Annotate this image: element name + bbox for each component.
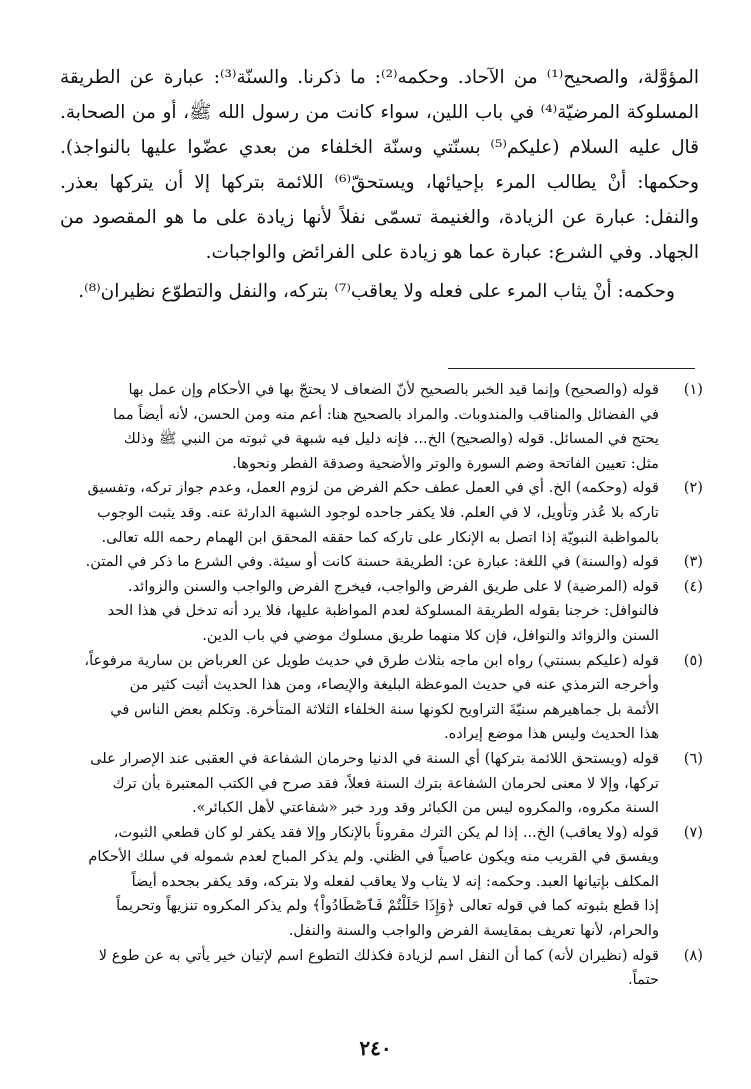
footnote-line: قوله (والسنة) في اللغة: عبارة عن: الطريقة حسنة كانت أو سيئة. وفي الشرع ما ذكر في المتن. <box>85 553 659 571</box>
footnote-body <box>60 476 659 550</box>
footnote-5 <box>60 649 703 747</box>
footnote-line: المكلف بإتيانها العبد. وحكمه: إنه لا يثاب ولا يعاقب لفعله ولا بتركه، وقد يكفر بجحده أيضاً <box>131 872 659 890</box>
footnote-number: (٥) <box>683 651 703 669</box>
footnote-line: وأخرجه الترمذي عنه في حديث الموعظة البليغة والإيصاء، ومن هذا الحديث أثبت كثير من <box>129 676 659 694</box>
footnote-number: (٣) <box>683 553 703 571</box>
footnote-body <box>60 575 659 649</box>
footnote-body <box>60 944 659 993</box>
footnote-1 <box>60 378 703 476</box>
footnote-line: قوله (ويستحق اللائمة بتركها) أي السنة في الدنيا وحرمان الشفاعة في العقبى عند الإصرار على <box>90 749 659 767</box>
footnote-line: تركها، وإلا لا معنى لحرمان الشفاعة بترك السنة فعلاً، فقد صرح في الكتب المعتبرة بأن ترك <box>112 774 659 792</box>
main-text <box>60 60 699 309</box>
footnote-line: إذا قطع بثبوته كما في قوله تعالى ﴿وَإِذَا حَلَلْتُمْ فَٱصْطَادُواْ﴾ ولم يذكر المكروه تنزيهاً وتحريماً <box>116 897 659 915</box>
footnote-body <box>60 378 659 476</box>
footnote-line: قوله (نظيران لأنه) كما أن النفل اسم لزيادة فكذلك التطوع اسم لإتيان خير يأتي به عن طوع لا <box>98 946 659 964</box>
footnote-3 <box>60 550 703 575</box>
footnote-line: تاركه بلا عُذر وتأويل، لا في العلم. فلا يكفر جاحده لوجود الشبهة الدارئة عنه. وقد يثبت الوجوب <box>97 503 659 521</box>
footnote-7 <box>60 821 703 944</box>
footnote-body <box>60 821 659 944</box>
footnote-6 <box>60 747 703 821</box>
main-paragraph-1: المؤوَّلة، والصحيح⁽¹⁾ من الآحاد. وحكمه⁽²⁾: ما ذكرنا. والسنّة⁽³⁾: عبارة عن الطريقة المسلوكة المرضيّة⁽⁴⁾ في باب اللين، سواء كانت من رسول الله ﷺ، أو من الصحابة. قال عليه السلام (عليكم⁽⁵⁾ بسنّتي وسنّة الخلفاء من بعدي عضّوا عليها بالنواجذ). وحكمها: أنْ يطالب المرء بإحيائها، ويستحقّ⁽⁶⁾ اللائمة بتركها إلا أن يتركها بعذر. والنفل: عبارة عن الزيادة، والغنيمة تسمّى نفلاً لأنها زيادة على ما هو المقصود من الجهاد. وفي الشرع: عبارة عما هو زيادة على الفرائض والواجبات. <box>60 67 699 263</box>
footnote-line: قوله (والصحيح) وإنما قيد الخبر بالصحيح لأنّ الضعاف لا يحتجّ بها في الأحكام وإن عمل بها <box>128 381 659 398</box>
footnote-number: (٦) <box>683 749 703 767</box>
main-paragraph-2: وحكمه: أنْ يثاب المرء على فعله ولا يعاقب⁽⁷⁾ بتركه، والنفل والتطوّع نظيران⁽⁸⁾. <box>78 281 675 302</box>
footnotes <box>60 378 703 993</box>
footnote-line: السنن والزوائد والنوافل، فإن كلا منهما طريق مسلوك موضي في باب الدين. <box>202 626 659 644</box>
footnote-number: (٧) <box>683 823 703 841</box>
footnote-line: والحرام، لأنها تعريف بمقايسة الفرض والواجب والسنة والنفل. <box>288 922 659 940</box>
footnote-line: قوله (وحكمه) الخ. أي في العمل عطف حكم الفرض من لزوم العمل، وعدم جواز تركه، وتفسيق <box>87 479 659 497</box>
footnote-number: (٤) <box>683 577 703 595</box>
footnote-body <box>60 649 659 747</box>
footnote-body <box>60 747 659 821</box>
footnote-line: فالنوافل: خرجنا بقوله الطريقة المسلوكة لعدم المواظبة عليها، فلا يرد أنه تدخل في هذا الحد <box>107 602 659 620</box>
footnote-line: قوله (المرضية) لا على طريق الفرض والواجب، فيخرج الفرض والواجب والسنن والزوائد. <box>127 577 659 595</box>
footnote-line: في الفضائل والمناقب والمندوبات. والمراد بالصحيح هنا: أعم منه ومن الحسن، لأنه أيضاً مما <box>113 405 659 423</box>
footnote-line: الأئمة بل جماهيرهم سنيّةَ التراويح لكونها سنة الخلفاء الثلاثة المتأخرة. وتكلم بعض الناس في <box>110 700 659 718</box>
footnote-2 <box>60 476 703 550</box>
footnote-line: قوله (ولا يعاقب) الخ... إذا لم يكن الترك مقروناً بالإنكار وإلا فقد يكفر لو كان قطعي الثبوت، <box>113 823 659 841</box>
footnote-separator <box>448 368 695 369</box>
footnote-line: يحتج في المسائل. قوله (والصحيح) الخ... فإنه دليل فيه شبهة في ثبوته من النبي ﷺ وذلك <box>123 430 659 448</box>
footnote-body <box>60 550 659 575</box>
footnote-number: (٨) <box>683 946 703 964</box>
footnote-line: ويفسق في القريب منه ويكون عاصياً في الظني. ولم يذكر المباح لعدم شموله في سلك الأحكام <box>88 848 659 866</box>
footnote-line: قوله (عليكم بسنتي) رواه ابن ماجه بثلاث طرق في حديث طويل عن العرباض بن سارية مرفوعاً، <box>84 651 659 669</box>
footnote-8 <box>60 944 703 993</box>
footnote-line: مثل: تعيين الفاتحة وضم السورة والوتر والأضحية وصدقة الفطر ونحوها. <box>232 454 659 472</box>
footnote-4 <box>60 575 703 649</box>
footnote-line: بالمواظبة النبويّة إذا اتصل به الإنكار على تاركه كما حققه المحقق ابن الهمام رحمه الله تعالى. <box>101 528 659 546</box>
page-number: ٢٤٠ <box>359 1036 392 1060</box>
footnote-number: (٢) <box>683 479 703 497</box>
footnote-line: حتماً. <box>628 971 659 989</box>
footnote-line: هذا الحديث وليس هذا موضع إيراده. <box>443 725 659 743</box>
footnote-number: (١) <box>683 381 703 398</box>
footnote-line: السنة مكروه، والمكروه ليس من الكبائر وقد ورد خبر «شفاعتي لأهل الكبائر». <box>192 799 659 817</box>
